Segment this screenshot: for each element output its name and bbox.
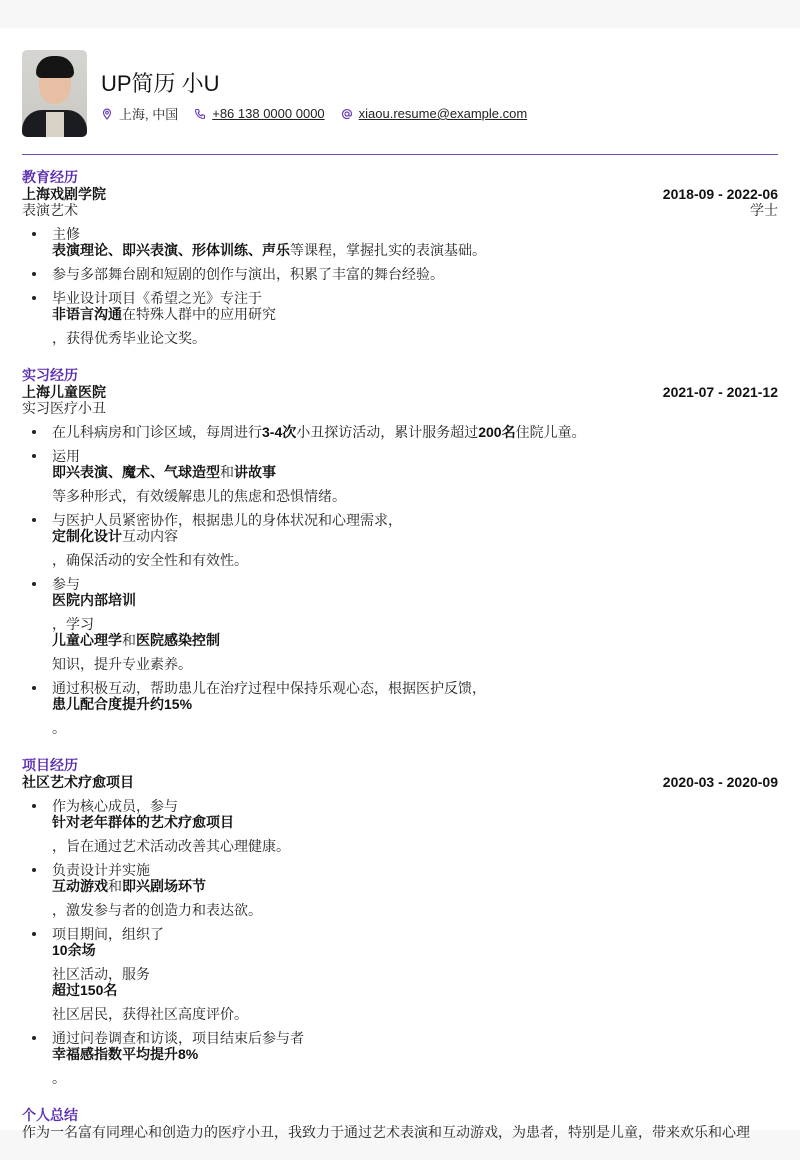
bullet-item xyxy=(22,926,778,1022)
bullet-line xyxy=(52,632,778,648)
bullet-paragraph xyxy=(52,266,778,282)
bullet-line xyxy=(52,966,778,982)
highlight-text: 10余场 xyxy=(52,942,96,958)
profile-photo xyxy=(22,50,87,137)
highlight-text: 3-4次 xyxy=(262,424,297,440)
entry-organization: 社区艺术疗愈项目 xyxy=(22,774,134,790)
resume-section xyxy=(22,168,778,346)
bullet-paragraph xyxy=(52,720,778,736)
entry-header xyxy=(22,384,778,400)
bullet-paragraph xyxy=(52,798,778,830)
bullet-text: 参与多部舞台剧和短剧的创作与演出，积累了丰富的舞台经验。 xyxy=(52,266,444,282)
entry-date: 2020-03 - 2020-09 xyxy=(662,774,778,790)
highlight-text: 医院内部培训 xyxy=(52,592,136,608)
bullet-line xyxy=(52,488,778,504)
bullet-line xyxy=(52,680,778,696)
bullet-line xyxy=(52,1006,778,1022)
bullet-line xyxy=(52,1030,778,1046)
bullet-text: 小丑探访活动，累计服务超过 xyxy=(296,424,479,440)
section-title: 个人总结 xyxy=(22,1107,78,1123)
bullet-text: 社区居民，获得社区高度评价。 xyxy=(52,1006,248,1022)
entry-organization: 上海儿童医院 xyxy=(22,384,106,400)
bullet-text: 住院儿童。 xyxy=(515,424,586,440)
bullet-text: 社区活动，服务 xyxy=(52,966,150,982)
bullet-paragraph xyxy=(52,488,778,504)
bullet-paragraph xyxy=(52,290,778,322)
bullet-line xyxy=(52,814,778,830)
bullet-item xyxy=(22,798,778,854)
resume-section xyxy=(22,756,778,1086)
bullet-text: 毕业设计项目《希望之光》专注于 xyxy=(52,290,262,306)
contact-info xyxy=(101,104,527,123)
bullet-text: 在特殊人群中的应用研究 xyxy=(122,306,276,322)
bullet-text: ，获得优秀毕业论文奖。 xyxy=(52,330,206,346)
bullet-item xyxy=(22,1030,778,1086)
bullet-text: 项目期间，组织了 xyxy=(52,926,164,942)
bullet-paragraph xyxy=(52,576,778,608)
bullet-text: 运用 xyxy=(52,448,80,464)
entry-degree: 学士 xyxy=(750,202,778,218)
bullet-text: ，激发参与者的创造力和表达欲。 xyxy=(52,902,262,918)
bullet-text: 。 xyxy=(52,1070,66,1086)
phone-icon xyxy=(194,108,206,120)
bullet-text: 通过积极互动，帮助患儿在治疗过程中保持乐观心态，根据医护反馈， xyxy=(52,680,486,696)
bullet-line xyxy=(52,616,778,632)
bullet-line xyxy=(52,878,778,894)
bullet-line xyxy=(52,982,778,998)
bullet-text: 作为核心成员，参与 xyxy=(52,798,178,814)
resume-content xyxy=(22,168,778,1160)
bullet-paragraph xyxy=(52,512,778,544)
bullet-paragraph xyxy=(52,448,778,480)
bullet-line xyxy=(52,926,778,942)
bullet-text: 。 xyxy=(52,720,66,736)
entry-organization: 上海戏剧学院 xyxy=(22,186,106,202)
entry-date: 2018-09 - 2022-06 xyxy=(662,186,778,202)
bullet-text: ，学习 xyxy=(52,616,94,632)
highlight-text: 医院感染控制 xyxy=(136,632,220,648)
phone-link[interactable]: +86 138 0000 0000 xyxy=(212,106,325,121)
bullet-line xyxy=(52,1070,778,1086)
bullet-line xyxy=(52,512,778,528)
bullet-line xyxy=(52,424,778,440)
bullet-paragraph xyxy=(52,424,778,440)
entry-header xyxy=(22,186,778,202)
entry-role: 表演艺术 xyxy=(22,202,78,218)
location-text: 上海, 中国 xyxy=(119,107,179,122)
bullet-item xyxy=(22,266,778,282)
bullet-line xyxy=(52,902,778,918)
bullet-paragraph xyxy=(52,1006,778,1022)
bullet-line xyxy=(52,306,778,322)
map-pin-icon xyxy=(101,108,113,120)
bullet-line xyxy=(52,290,778,306)
bullet-paragraph xyxy=(52,966,778,998)
entry-subheader xyxy=(22,202,778,218)
bullet-text: 等课程，掌握扎实的表演基础。 xyxy=(290,242,486,258)
bullet-item xyxy=(22,680,778,736)
bullet-line xyxy=(52,226,778,242)
resume-header xyxy=(22,50,778,138)
bullet-text: 通过问卷调查和访谈，项目结束后参与者 xyxy=(52,1030,304,1046)
section-title: 项目经历 xyxy=(22,757,78,773)
bullet-item xyxy=(22,424,778,440)
highlight-text: 表演理论、即兴表演、形体训练、声乐 xyxy=(52,242,290,258)
bullet-paragraph xyxy=(52,1030,778,1062)
bullet-line xyxy=(52,838,778,854)
bullet-text: 互动内容 xyxy=(122,528,178,544)
bullet-text: 知识，提升专业素养。 xyxy=(52,656,192,672)
bullet-list xyxy=(22,226,778,346)
at-icon xyxy=(341,108,353,120)
bullet-line xyxy=(52,942,778,958)
highlight-text: 200名 xyxy=(478,424,516,440)
highlight-text: 讲故事 xyxy=(234,464,276,480)
highlight-text: 互动游戏 xyxy=(52,878,108,894)
bullet-list xyxy=(22,424,778,736)
bullet-text: 和 xyxy=(122,632,136,648)
bullet-line xyxy=(52,242,778,258)
highlight-text: 即兴表演、魔术、气球造型 xyxy=(52,464,220,480)
bullet-line xyxy=(52,448,778,464)
candidate-name: UP简历 小U xyxy=(101,71,220,96)
bullet-line xyxy=(52,592,778,608)
bullet-text: 在儿科病房和门诊区域，每周进行 xyxy=(52,424,262,440)
entry-date: 2021-07 - 2021-12 xyxy=(662,384,778,400)
highlight-text: 幸福感指数平均提升8% xyxy=(52,1046,199,1062)
bullet-item xyxy=(22,512,778,568)
bullet-line xyxy=(52,330,778,346)
entry-header xyxy=(22,774,778,790)
highlight-text: 定制化设计 xyxy=(52,528,122,544)
highlight-text: 超过150名 xyxy=(52,982,118,998)
bullet-line xyxy=(52,528,778,544)
bullet-line xyxy=(52,1046,778,1062)
bullet-line xyxy=(52,696,778,712)
bullet-paragraph xyxy=(52,926,778,958)
bullet-text: 参与 xyxy=(52,576,80,592)
bullet-item xyxy=(22,576,778,672)
bullet-line xyxy=(52,552,778,568)
bullet-text: 和 xyxy=(220,464,234,480)
email-link[interactable]: xiaou.resume@example.com xyxy=(358,106,528,121)
header-divider xyxy=(22,154,778,155)
bullet-list xyxy=(22,798,778,1086)
resume-section xyxy=(22,366,778,736)
summary-text: 作为一名富有同理心和创造力的医疗小丑，我致力于通过艺术表演和互动游戏，为患者，特别是儿童，带来欢乐和心理 xyxy=(22,1124,750,1140)
bullet-paragraph xyxy=(52,902,778,918)
section-title: 实习经历 xyxy=(22,367,78,383)
bullet-line xyxy=(52,656,778,672)
bullet-paragraph xyxy=(52,616,778,648)
bullet-line xyxy=(52,798,778,814)
bullet-text: 等多种形式，有效缓解患儿的焦虑和恐惧情绪。 xyxy=(52,488,346,504)
bullet-line xyxy=(52,576,778,592)
bullet-item xyxy=(22,448,778,504)
entry-role: 实习医疗小丑 xyxy=(22,400,106,416)
bullet-paragraph xyxy=(52,330,778,346)
bullet-item xyxy=(22,862,778,918)
bullet-paragraph xyxy=(52,226,778,258)
bullet-line xyxy=(52,464,778,480)
bullet-text: 和 xyxy=(108,878,122,894)
highlight-text: 儿童心理学 xyxy=(52,632,122,648)
bullet-item xyxy=(22,290,778,346)
bullet-text: ，确保活动的安全性和有效性。 xyxy=(52,552,248,568)
highlight-text: 患儿配合度提升约15% xyxy=(52,696,193,712)
bullet-line xyxy=(52,266,778,282)
bullet-paragraph xyxy=(52,1070,778,1086)
highlight-text: 即兴剧场环节 xyxy=(122,878,206,894)
bullet-text: 与医护人员紧密协作，根据患儿的身体状况和心理需求， xyxy=(52,512,402,528)
entry-subheader xyxy=(22,400,778,416)
bullet-paragraph xyxy=(52,552,778,568)
resume-page xyxy=(0,28,800,1140)
bullet-paragraph xyxy=(52,838,778,854)
bullet-line xyxy=(52,862,778,878)
section-title: 教育经历 xyxy=(22,169,78,185)
bullet-paragraph xyxy=(52,862,778,894)
summary-section xyxy=(22,1106,778,1140)
bullet-text: ，旨在通过艺术活动改善其心理健康。 xyxy=(52,838,290,854)
bullet-paragraph xyxy=(52,680,778,712)
bullet-paragraph xyxy=(52,656,778,672)
bullet-item xyxy=(22,226,778,258)
highlight-text: 非语言沟通 xyxy=(52,306,122,322)
bullet-text: 负责设计并实施 xyxy=(52,862,150,878)
bullet-line xyxy=(52,720,778,736)
bullet-text: 主修 xyxy=(52,226,80,242)
highlight-text: 针对老年群体的艺术疗愈项目 xyxy=(52,814,234,830)
